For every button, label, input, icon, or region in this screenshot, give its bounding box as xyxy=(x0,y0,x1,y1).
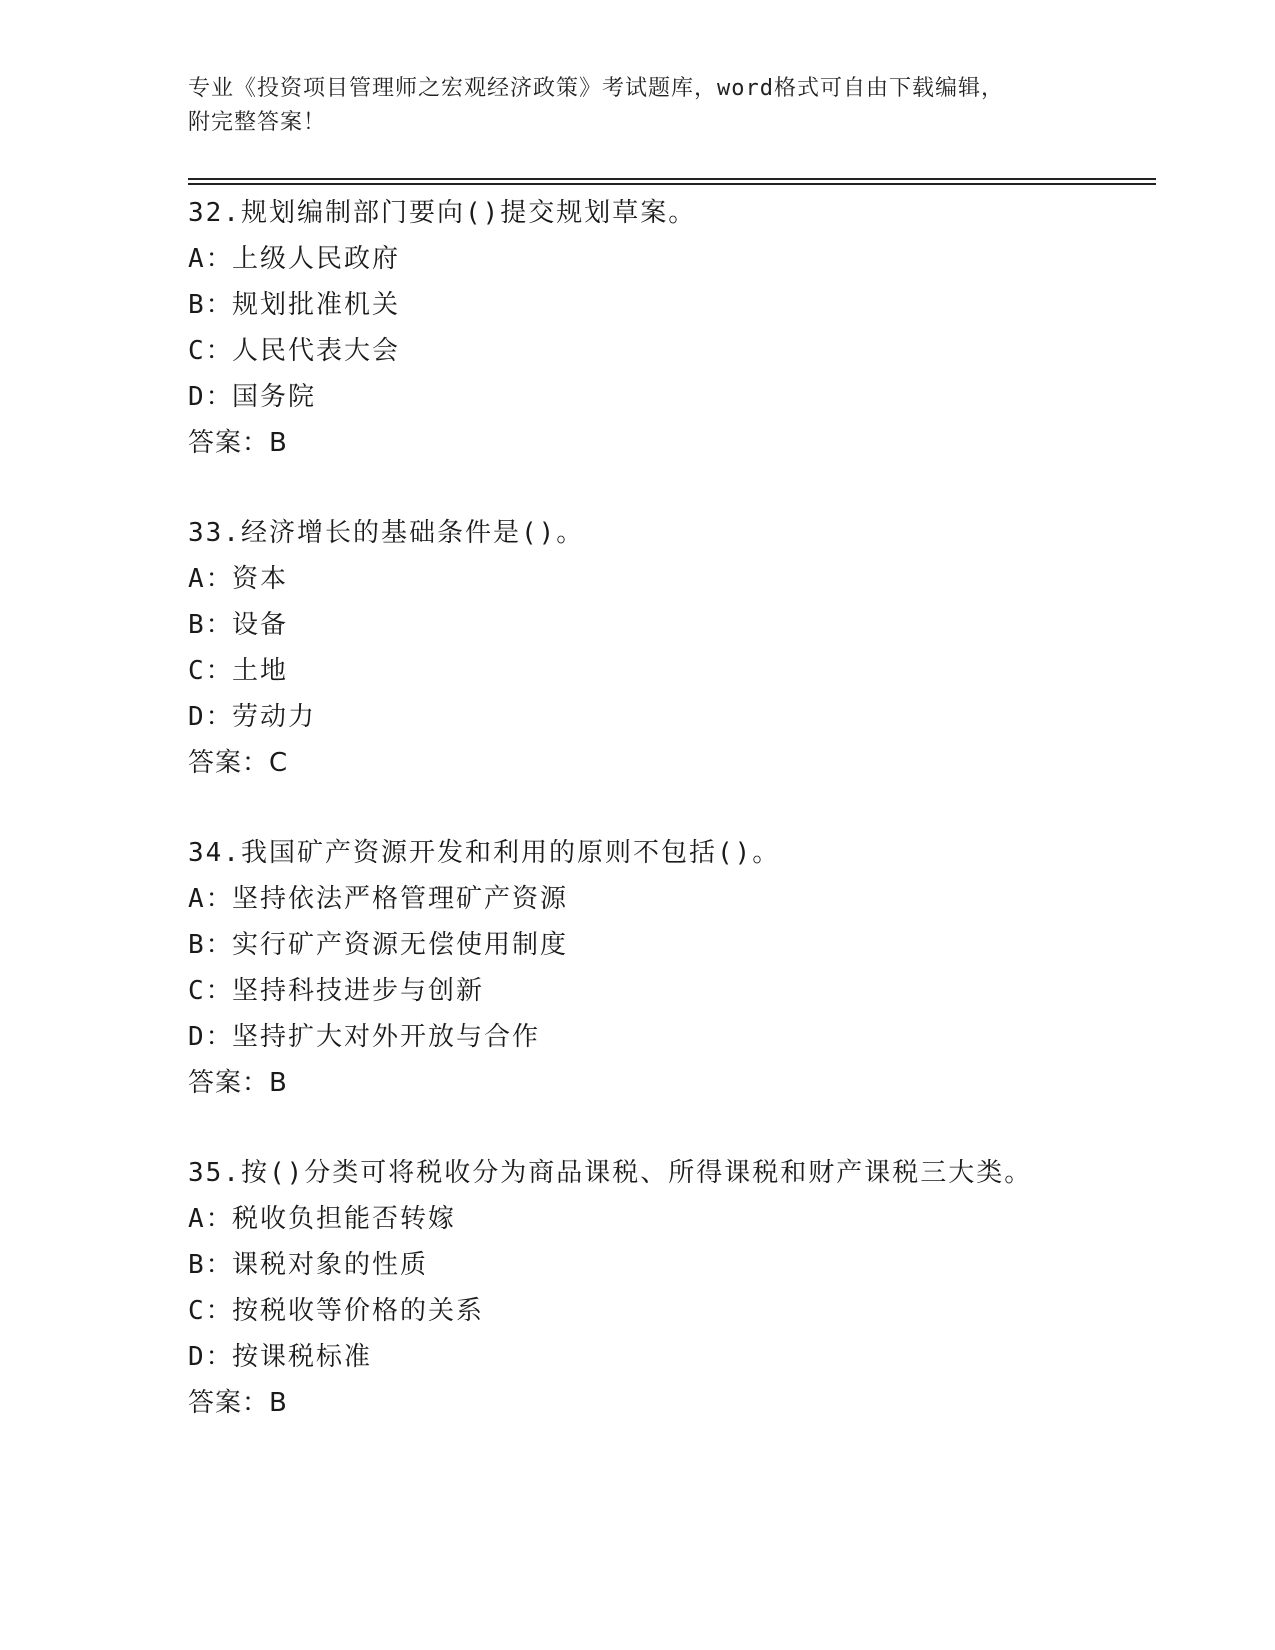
option-label: B： xyxy=(188,610,234,640)
option-d xyxy=(188,374,1148,420)
option-text: 劳动力 xyxy=(232,702,317,732)
header-divider-top xyxy=(188,178,1156,180)
option-text: 按课税标准 xyxy=(232,1342,373,1372)
option-label: A： xyxy=(188,244,234,274)
option-b xyxy=(188,282,1148,328)
answer-line: 答案：B xyxy=(188,428,288,458)
answer-line: 答案：B xyxy=(188,1388,288,1418)
question-spacer xyxy=(188,466,1148,510)
option-label: B： xyxy=(188,1250,234,1280)
option-b xyxy=(188,922,1148,968)
option-a xyxy=(188,556,1148,602)
option-label: B： xyxy=(188,930,234,960)
question-32 xyxy=(188,190,1148,466)
option-label: B： xyxy=(188,290,234,320)
option-a xyxy=(188,876,1148,922)
option-text: 规划批准机关 xyxy=(232,290,401,320)
option-label: A： xyxy=(188,1204,234,1234)
option-label: C： xyxy=(188,1296,234,1326)
option-text: 税收负担能否转嫁 xyxy=(232,1204,457,1234)
header-line-2: 附完整答案！ xyxy=(188,110,327,135)
option-text: 上级人民政府 xyxy=(232,244,401,274)
option-label: C： xyxy=(188,976,234,1006)
header-line-1: 专业《投资项目管理师之宏观经济政策》考试题库，word格式可自由下载编辑， xyxy=(188,76,1004,101)
option-text: 坚持扩大对外开放与合作 xyxy=(232,1022,541,1052)
option-b xyxy=(188,602,1148,648)
answer-line: 答案：B xyxy=(188,1068,288,1098)
answer-line: 答案：C xyxy=(188,748,289,778)
question-stem: 32.规划编制部门要向()提交规划草案。 xyxy=(188,198,697,228)
option-d xyxy=(188,1014,1148,1060)
option-text: 坚持科技进步与创新 xyxy=(232,976,485,1006)
option-label: D： xyxy=(188,702,234,732)
option-b xyxy=(188,1242,1148,1288)
question-35 xyxy=(188,1150,1148,1426)
question-34 xyxy=(188,830,1148,1106)
option-a xyxy=(188,1196,1148,1242)
option-label: C： xyxy=(188,656,234,686)
question-stem: 34.我国矿产资源开发和利用的原则不包括()。 xyxy=(188,838,781,868)
option-text: 国务院 xyxy=(232,382,317,412)
option-label: D： xyxy=(188,382,234,412)
option-c xyxy=(188,968,1148,1014)
question-stem: 35.按()分类可将税收分为商品课税、所得课税和财产课税三大类。 xyxy=(188,1158,1033,1188)
question-spacer xyxy=(188,786,1148,830)
header-divider-bottom xyxy=(188,183,1156,185)
option-c xyxy=(188,328,1148,374)
option-text: 人民代表大会 xyxy=(232,336,401,366)
option-label: D： xyxy=(188,1022,234,1052)
option-a xyxy=(188,236,1148,282)
option-d xyxy=(188,1334,1148,1380)
option-label: A： xyxy=(188,564,234,594)
option-text: 设备 xyxy=(232,610,289,640)
option-text: 课税对象的性质 xyxy=(232,1250,429,1280)
option-c xyxy=(188,648,1148,694)
question-33 xyxy=(188,510,1148,786)
question-stem: 33.经济增长的基础条件是()。 xyxy=(188,518,585,548)
option-c xyxy=(188,1288,1148,1334)
question-list xyxy=(188,190,1148,1426)
question-spacer xyxy=(188,1106,1148,1150)
option-text: 按税收等价格的关系 xyxy=(232,1296,485,1326)
option-text: 实行矿产资源无偿使用制度 xyxy=(232,930,569,960)
document-header xyxy=(188,72,1088,140)
option-label: A： xyxy=(188,884,234,914)
option-d xyxy=(188,694,1148,740)
option-label: D： xyxy=(188,1342,234,1372)
option-text: 坚持依法严格管理矿产资源 xyxy=(232,884,569,914)
option-text: 资本 xyxy=(232,564,289,594)
option-text: 土地 xyxy=(232,656,289,686)
option-label: C： xyxy=(188,336,234,366)
